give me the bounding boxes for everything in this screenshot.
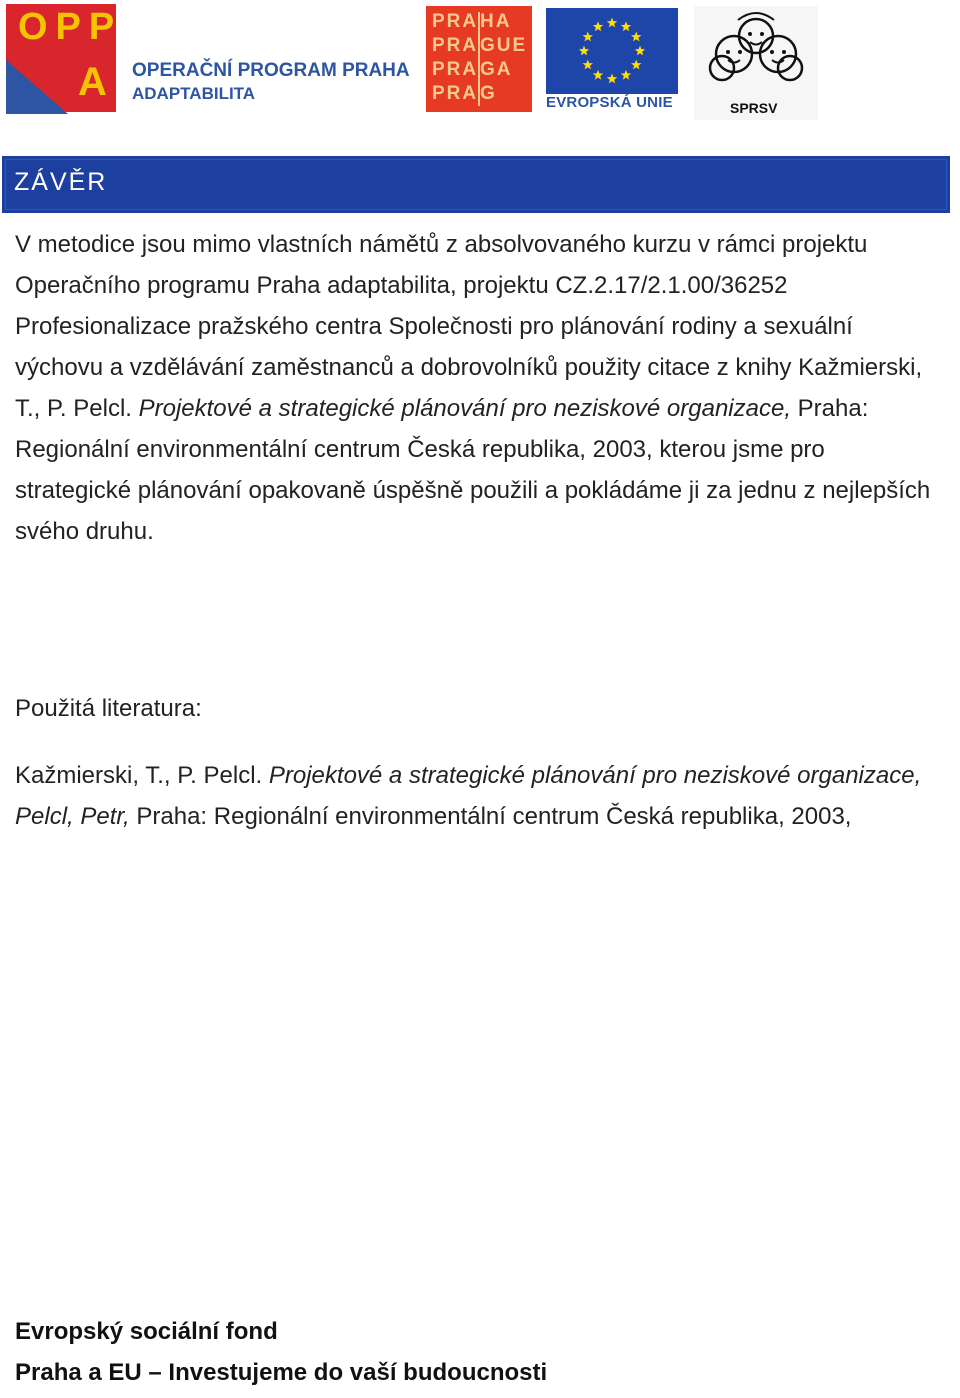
- oppa-title-line1: OPERAČNÍ PROGRAM PRAHA: [132, 60, 410, 81]
- eu-star-icon: [593, 21, 603, 31]
- literature-publisher: Praha: Regionální environmentální centrum Česká republika, 2003,: [129, 803, 852, 830]
- eu-star-icon: [583, 60, 594, 70]
- footer-line-2: Praha a EU – Investujeme do vaší budoucnosti: [15, 1359, 548, 1386]
- praha-cell: HA: [480, 11, 512, 32]
- praha-cell: G: [480, 83, 497, 104]
- praha-logo-grid: [432, 10, 528, 105]
- literature-entry: [15, 755, 935, 837]
- praha-cell: PRA: [432, 59, 479, 80]
- literature-author: Kažmierski, T., P. Pelcl.: [15, 762, 269, 789]
- praha-cell: GUE: [480, 35, 528, 56]
- oppa-title-line2: ADAPTABILITA: [132, 84, 256, 103]
- praha-cell: PRA: [432, 83, 479, 104]
- eu-star-icon: [635, 46, 645, 56]
- praha-cell: PRA: [432, 35, 479, 56]
- oppa-letter-a: A: [78, 60, 107, 104]
- section-heading-bar: [2, 156, 950, 213]
- sprsv-logo: [694, 6, 818, 120]
- paragraph-book-title: Projektové a strategické plánování pro neziskové organizace,: [138, 395, 791, 422]
- eu-star-icon: [607, 18, 617, 28]
- eu-stars-icon: [546, 8, 678, 94]
- praha-cell: GA: [480, 59, 513, 80]
- praha-logo: [426, 6, 532, 112]
- eu-logo: [546, 8, 680, 112]
- conclusion-paragraph: [15, 224, 935, 552]
- praha-cell: PRA: [432, 11, 479, 32]
- eu-star-icon: [583, 32, 594, 42]
- oppa-triangle-icon: [6, 60, 70, 114]
- eu-label: EVROPSKÁ UNIE: [546, 94, 673, 111]
- paragraph-text-1: V metodice jsou mimo vlastních námětů z absolvovaného kurzu v rámci projektu Operačního programu Praha adaptabilita, projektu CZ.2.17/2.1.00/36252 Profesionalizace pražského centra Společnosti pro plánování rodiny a sexuální výchovu a vzdělávání zaměstnanců a dobrovolníků použity citace z knihy Kažmierski, T., P. Pelcl.: [15, 231, 923, 422]
- sprsv-faces-icon: [694, 6, 818, 102]
- eu-star-icon: [631, 60, 642, 70]
- eu-star-icon: [579, 46, 589, 56]
- eu-star-icon: [607, 74, 617, 84]
- eu-flag-icon: [546, 8, 678, 94]
- paragraph-text-2: Praha: Regionální environmentální centrum Česká republika, 2003, kterou jsme pro strategické plánování opakovaně úspěšně použili a pokládáme ji za jednu z nejlepších svého druhu.: [15, 395, 931, 545]
- oppa-letters: OPP: [18, 6, 123, 48]
- eu-star-icon: [621, 21, 631, 31]
- literature-title: Projektové a strategické plánování pro neziskové organizace, Pelcl, Petr,: [15, 762, 922, 830]
- oppa-logo: [6, 4, 410, 114]
- sprsv-label: SPRSV: [730, 100, 778, 116]
- footer-line-1: Evropský sociální fond: [15, 1318, 278, 1345]
- eu-star-icon: [593, 70, 603, 80]
- section-heading-frame: [5, 159, 947, 210]
- literature-heading: Použitá literatura:: [15, 695, 202, 722]
- eu-star-icon: [621, 70, 631, 80]
- eu-star-icon: [631, 32, 642, 42]
- section-heading: ZÁVĚR: [14, 168, 108, 196]
